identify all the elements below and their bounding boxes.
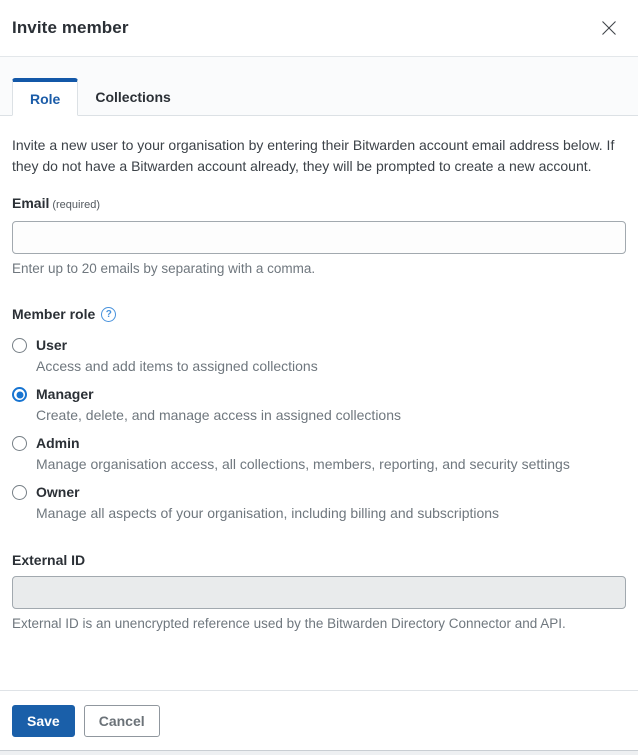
tab-bar: [0, 57, 638, 116]
radio-icon[interactable]: [12, 387, 27, 402]
external-id-label: External ID: [12, 552, 86, 568]
radio-option-user[interactable]: [12, 335, 626, 377]
member-role-label: Member role: [12, 306, 96, 322]
radio-description: Create, delete, and manage access in assigned collections: [36, 407, 401, 423]
close-button[interactable]: [596, 15, 622, 41]
radio-label: User: [36, 337, 68, 353]
radio-icon[interactable]: [12, 436, 27, 451]
radio-label: Admin: [36, 435, 80, 451]
email-input[interactable]: [12, 221, 626, 254]
question-circle-icon[interactable]: ?: [101, 307, 116, 322]
external-id-input: [12, 576, 626, 609]
cancel-button[interactable]: Cancel: [84, 705, 160, 737]
radio-label: Manager: [36, 386, 94, 402]
tab-role[interactable]: Role: [12, 78, 78, 116]
external-id-helper-text: External ID is an unencrypted reference used by the Bitwarden Directory Connector and API.: [12, 616, 566, 631]
external-id-section: [12, 551, 626, 633]
save-button[interactable]: Save: [12, 705, 75, 737]
dialog-body: [0, 116, 638, 690]
member-role-section: [12, 305, 626, 524]
radio-icon[interactable]: [12, 485, 27, 500]
radio-option-admin[interactable]: [12, 433, 626, 475]
radio-description: Access and add items to assigned collections: [36, 358, 318, 374]
dialog-title: Invite member: [12, 18, 129, 37]
radio-description: Manage organisation access, all collections, members, reporting, and security settings: [36, 456, 570, 472]
email-group: [12, 194, 626, 278]
email-helper-text: Enter up to 20 emails by separating with a comma.: [12, 261, 316, 276]
modal-bottom-edge: [0, 750, 638, 755]
intro-text: Invite a new user to your organisation by entering their Bitwarden account email address below. If they do not have a Bitwarden account already, they will be prompted to create a new account.: [12, 137, 615, 174]
dialog-header: [0, 0, 638, 57]
radio-option-owner[interactable]: [12, 482, 626, 524]
required-hint: (required): [52, 199, 101, 211]
radio-description: Manage all aspects of your organisation, including billing and subscriptions: [36, 505, 500, 521]
radio-label: Owner: [36, 484, 80, 500]
close-icon: [600, 19, 618, 37]
dialog-footer: [0, 690, 638, 750]
radio-option-manager[interactable]: [12, 384, 626, 426]
member-role-radio-group: [12, 335, 626, 524]
email-label: Email (required): [12, 195, 101, 211]
radio-icon[interactable]: [12, 338, 27, 353]
tab-collections[interactable]: Collections: [78, 78, 187, 116]
